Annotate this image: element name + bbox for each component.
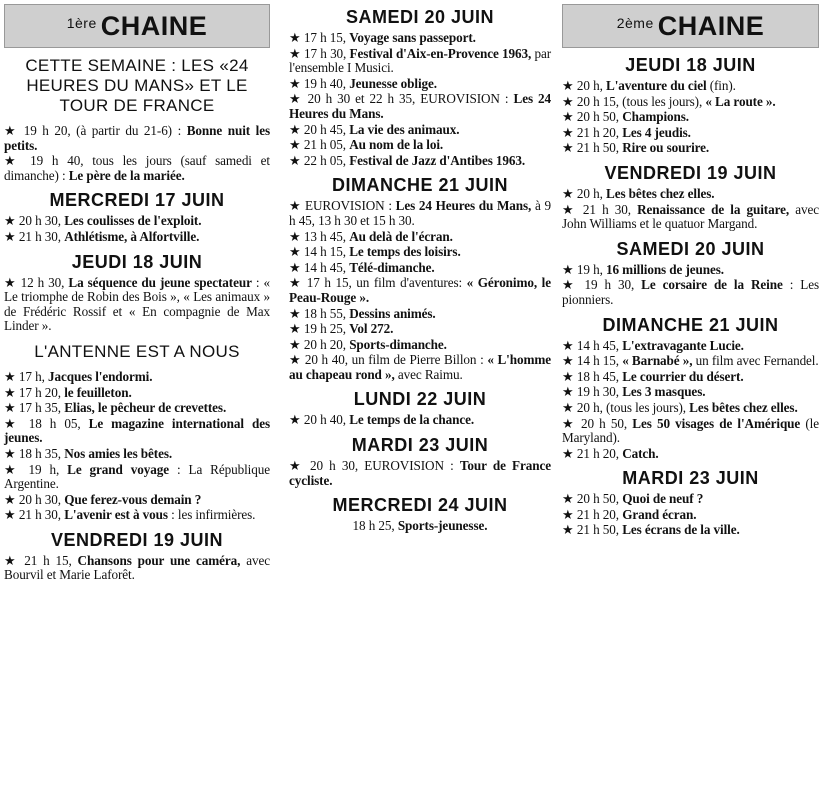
program-listing [562, 110, 819, 125]
program-title: Elias, le pêcheur de crevettes. [64, 400, 227, 416]
day-heading: JEUDI 18 JUIN [625, 55, 756, 75]
program-time-info: ★ 20 h 50, [562, 109, 623, 125]
program-title: Télé-dimanche. [349, 259, 435, 275]
program-time-info: ★ 14 h 45, [289, 259, 350, 275]
program-title: Les 3 masques. [622, 384, 706, 400]
program-listing [562, 203, 819, 232]
day-heading: JEUDI 18 JUIN [71, 251, 203, 272]
program-listing [289, 154, 551, 169]
program-title: L'extravagante Lucie. [622, 337, 744, 353]
program-time-info: ★ 18 h 35, [4, 445, 65, 461]
program-title: Les bêtes chez elles. [606, 185, 715, 201]
program-time-info: avec Bourvil et Marie Laforêt. [4, 552, 270, 583]
program-time-info: 18 h 25, [352, 518, 398, 534]
program-title: Les coulisses de l'exploit. [64, 213, 202, 229]
column-first-channel [4, 0, 270, 584]
program-listing [289, 245, 551, 260]
channel-label: CHAINE [657, 10, 765, 41]
program-time-info: ★ 14 h 15, [289, 244, 350, 260]
program-time-info: ★ 22 h 05, [289, 152, 350, 168]
program-listing [4, 124, 270, 153]
day-heading: DIMANCHE 21 JUIN [602, 314, 779, 335]
program-time-info: ★ 19 h, [562, 261, 606, 277]
program-listing [4, 276, 270, 334]
program-time-info: ★ 21 h 50, [562, 522, 623, 538]
program-title: Le temps de la chance. [349, 412, 475, 428]
program-time-info: ★ 20 h 40, [289, 412, 350, 428]
program-title: 16 millions de jeunes. [606, 261, 724, 277]
program-title: La vie des animaux. [349, 121, 460, 137]
program-title: Rire ou sourire. [622, 140, 710, 156]
program-listing [4, 370, 270, 385]
channel-label: CHAINE [100, 10, 208, 41]
program-listing [562, 417, 819, 446]
program-title: La séquence du jeune spectateur [68, 274, 252, 290]
program-title: Le temps des loisirs. [349, 244, 461, 260]
program-listing [289, 413, 551, 428]
program-title: Les 24 Heures du Mans. [289, 91, 552, 121]
program-time-info: ★ 21 h 20, [562, 445, 623, 461]
day-heading: VENDREDI 19 JUIN [50, 529, 224, 550]
program-time-info: ★ EUROVISION : [289, 198, 396, 214]
program-time-info: ★ 21 h 30, [4, 507, 65, 523]
program-title: Sports-dimanche. [349, 336, 447, 352]
program-listing [289, 31, 551, 46]
program-title: Jacques l'endormi. [48, 368, 153, 384]
program-time-info: ★ 14 h 15, [562, 353, 623, 369]
program-time-info: ★ 21 h 30, [562, 201, 638, 217]
day-heading: MARDI 23 JUIN [622, 468, 759, 489]
program-time-info: ★ 19 h 25, [289, 321, 350, 337]
program-time-info: : « Le triomphe de Robin des Bois », « Les animaux » de Frédéric Rossif et « En compagnie de Max Linder ». [4, 274, 270, 334]
program-time-info: ★ 14 h 45, [562, 337, 623, 353]
program-listing [562, 401, 819, 416]
program-time-info: (le Maryland). [562, 415, 819, 446]
program-title: Les écrans de la ville. [622, 522, 740, 538]
program-time-info: ★ 20 h, [562, 185, 606, 201]
program-listing [562, 385, 819, 400]
program-time-info: ★ 17 h 15, [289, 30, 350, 45]
program-time-info: avec John Williams et le quatuor Margand. [562, 201, 819, 232]
program-time-info: ★ 17 h, [4, 368, 48, 384]
program-time-info: : La République Argentine. [4, 461, 270, 492]
program-time-info: ★ 20 h 20, [289, 336, 350, 352]
program-time-info: ★ 20 h 30, [4, 213, 65, 229]
program-title: Le magazine international des jeunes. [4, 415, 270, 446]
program-title: Festival de Jazz d'Antibes 1963. [349, 152, 526, 168]
program-listing [562, 447, 819, 462]
program-listing [289, 92, 551, 121]
program-time-info: ★ 21 h 30, [4, 228, 65, 244]
program-listing [562, 339, 819, 354]
program-title: L'aventure du ciel [606, 78, 707, 93]
program-listing [289, 353, 551, 382]
program-listing [4, 230, 270, 245]
program-listing [4, 554, 270, 583]
program-listing [4, 401, 270, 416]
program-title: Que ferez-vous demain ? [64, 491, 202, 507]
program-title: Le corsaire de la Reine [641, 277, 783, 293]
program-listing [289, 138, 551, 153]
column-second-channel [562, 0, 819, 539]
program-title: Tour de France cycliste. [289, 458, 551, 488]
day-heading: MARDI 23 JUIN [351, 435, 489, 456]
program-time-info: : les infirmières. [167, 507, 256, 523]
program-listing [562, 523, 819, 538]
program-listing [289, 77, 551, 92]
program-listing [562, 141, 819, 156]
program-listing [4, 154, 270, 183]
program-time-info: ★ 19 h 40, tous les jours (sauf samedi et dimanche) : [4, 153, 270, 183]
program-listing [4, 493, 270, 508]
feature-heading: L'ANTENNE EST A NOUS [34, 341, 240, 361]
program-time-info: ★ 19 h 30, [562, 277, 642, 293]
program-time-info: ★ 17 h 20, [4, 384, 65, 400]
program-time-info: avec Raimu. [394, 366, 463, 382]
channel-number: 1ère [66, 15, 97, 31]
program-time-info: ★ 21 h 50, [562, 140, 623, 156]
program-time-info: ★ 18 h 05, [4, 415, 89, 431]
program-listing [4, 386, 270, 401]
channel-banner [4, 4, 270, 48]
program-listing [289, 123, 551, 138]
program-listing [562, 95, 819, 110]
program-title: Les 4 jeudis. [622, 124, 691, 140]
program-time-info: ★ 20 h 50, [562, 415, 633, 431]
program-listing [562, 508, 819, 523]
program-time-info: ★ 12 h 30, [4, 274, 69, 290]
program-title: « Géronimo, le Peau-Rouge ». [289, 275, 551, 305]
program-time-info: ★ 19 h 30, [562, 384, 623, 400]
program-title: Chansons pour une caméra, [77, 552, 241, 568]
program-time-info: un film avec Fernandel. [692, 353, 819, 369]
program-title: Quoi de neuf ? [622, 491, 704, 507]
program-listing [562, 370, 819, 385]
program-title: Athlétisme, à Alfortville. [64, 228, 200, 244]
day-heading: LUNDI 22 JUIN [353, 389, 487, 410]
program-title: le feuilleton. [64, 384, 132, 400]
program-listing [289, 338, 551, 353]
program-listing [4, 214, 270, 229]
program-title: Sports-jeunesse. [397, 518, 488, 534]
column-first-channel-continued [289, 0, 551, 535]
program-title: Les 24 Heures du Mans, [395, 198, 532, 214]
program-time-info: ★ 17 h 35, [4, 400, 65, 416]
program-time-info: (fin). [706, 78, 736, 93]
program-time-info: ★ 19 h, [4, 461, 68, 477]
program-title: Renaissance de la guitare, [637, 201, 790, 217]
program-time-info: ★ 20 h 30 et 22 h 35, EUROVISION : [289, 91, 514, 107]
program-title: Au nom de la loi. [349, 137, 444, 153]
feature-heading: CETTE SEMAINE : LES «24 HEURES DU MANS» ET LE TOUR DE FRANCE [25, 56, 249, 115]
program-time-info: ★ 20 h 30, EUROVISION : [289, 458, 460, 474]
program-time-info: ★ 21 h 15, [4, 552, 78, 568]
program-listing [289, 322, 551, 337]
program-time-info: par l'ensemble I Musici. [289, 45, 551, 76]
program-time-info: ★ 19 h 40, [289, 75, 350, 91]
program-listing [289, 519, 551, 534]
program-time-info: ★ 21 h 05, [289, 137, 350, 153]
program-time-info: ★ 20 h, (tous les jours), [562, 399, 690, 415]
day-heading: SAMEDI 20 JUIN [345, 7, 495, 27]
program-listing [562, 126, 819, 141]
program-listing [289, 47, 551, 76]
program-title: L'avenir est à vous [64, 507, 168, 523]
program-listing [289, 276, 551, 305]
program-time-info: ★ 20 h 45, [289, 121, 350, 137]
program-listing [4, 417, 270, 446]
program-listing [4, 508, 270, 523]
day-heading: MERCREDI 24 JUIN [332, 495, 508, 516]
program-listing [562, 278, 819, 307]
program-time-info: ★ 21 h 20, [562, 506, 623, 522]
day-heading: DIMANCHE 21 JUIN [331, 175, 509, 196]
program-title: Champions. [622, 109, 689, 125]
day-heading: SAMEDI 20 JUIN [616, 238, 765, 259]
program-time-info: ★ 18 h 45, [562, 368, 623, 384]
program-listing [562, 354, 819, 369]
program-title: Les bêtes chez elles. [689, 399, 798, 415]
program-listing [562, 187, 819, 202]
program-listing [289, 230, 551, 245]
program-title: Jeunesse oblige. [349, 75, 437, 91]
program-time-info: ★ 20 h 30, [4, 491, 65, 507]
program-title: Festival d'Aix-en-Provence 1963, [349, 45, 532, 61]
program-title: Le grand voyage [67, 461, 169, 477]
day-heading: VENDREDI 19 JUIN [604, 162, 777, 183]
program-listing [562, 263, 819, 278]
program-title: Grand écran. [622, 506, 697, 522]
program-title: Voyage sans passeport. [349, 30, 476, 45]
program-time-info: ★ 13 h 45, [289, 228, 350, 244]
channel-banner [562, 4, 819, 48]
program-time-info: ★ 20 h, [562, 78, 606, 93]
program-listing [289, 199, 551, 228]
program-listing [289, 459, 551, 488]
program-time-info: : Les pionniers. [562, 277, 819, 307]
day-heading: MERCREDI 17 JUIN [49, 190, 225, 211]
program-time-info: ★ 20 h 50, [562, 491, 623, 507]
program-title: Le père de la mariée. [68, 167, 185, 183]
program-time-info: ★ 17 h 15, un film d'aventures: [289, 275, 467, 291]
program-title: Dessins animés. [349, 305, 436, 321]
channel-number: 2ème [616, 15, 654, 31]
program-time-info: ★ 17 h 30, [289, 45, 350, 61]
program-time-info: ★ 18 h 55, [289, 305, 350, 321]
program-time-info: ★ 20 h 40, un film de Pierre Billon : [289, 352, 488, 368]
program-title: Les 50 visages de l'Amérique [632, 415, 801, 431]
program-listing [4, 463, 270, 492]
program-title: Nos amies les bêtes. [64, 445, 173, 461]
program-listing [4, 447, 270, 462]
program-time-info: ★ 21 h 20, [562, 124, 623, 140]
program-listing [289, 261, 551, 276]
program-time-info: ★ 19 h 20, (à partir du 21-6) : [4, 123, 187, 138]
program-title: « L'homme au chapeau rond », [289, 352, 551, 382]
program-listing [562, 492, 819, 507]
program-time-info: ★ 20 h 15, (tous les jours), [562, 93, 706, 109]
program-title: « Barnabé », [622, 353, 693, 369]
program-listing [289, 307, 551, 322]
program-title: Bonne nuit les petits. [4, 123, 271, 153]
program-title: Le courrier du désert. [622, 368, 744, 384]
program-title: Vol 272. [349, 321, 394, 337]
program-listing [562, 79, 819, 94]
program-time-info: à 9 h 45, 13 h 30 et 15 h 30. [289, 198, 551, 228]
program-title: Catch. [622, 445, 659, 461]
program-title: Au delà de l'écran. [349, 228, 453, 244]
program-title: « La route ». [705, 93, 776, 109]
